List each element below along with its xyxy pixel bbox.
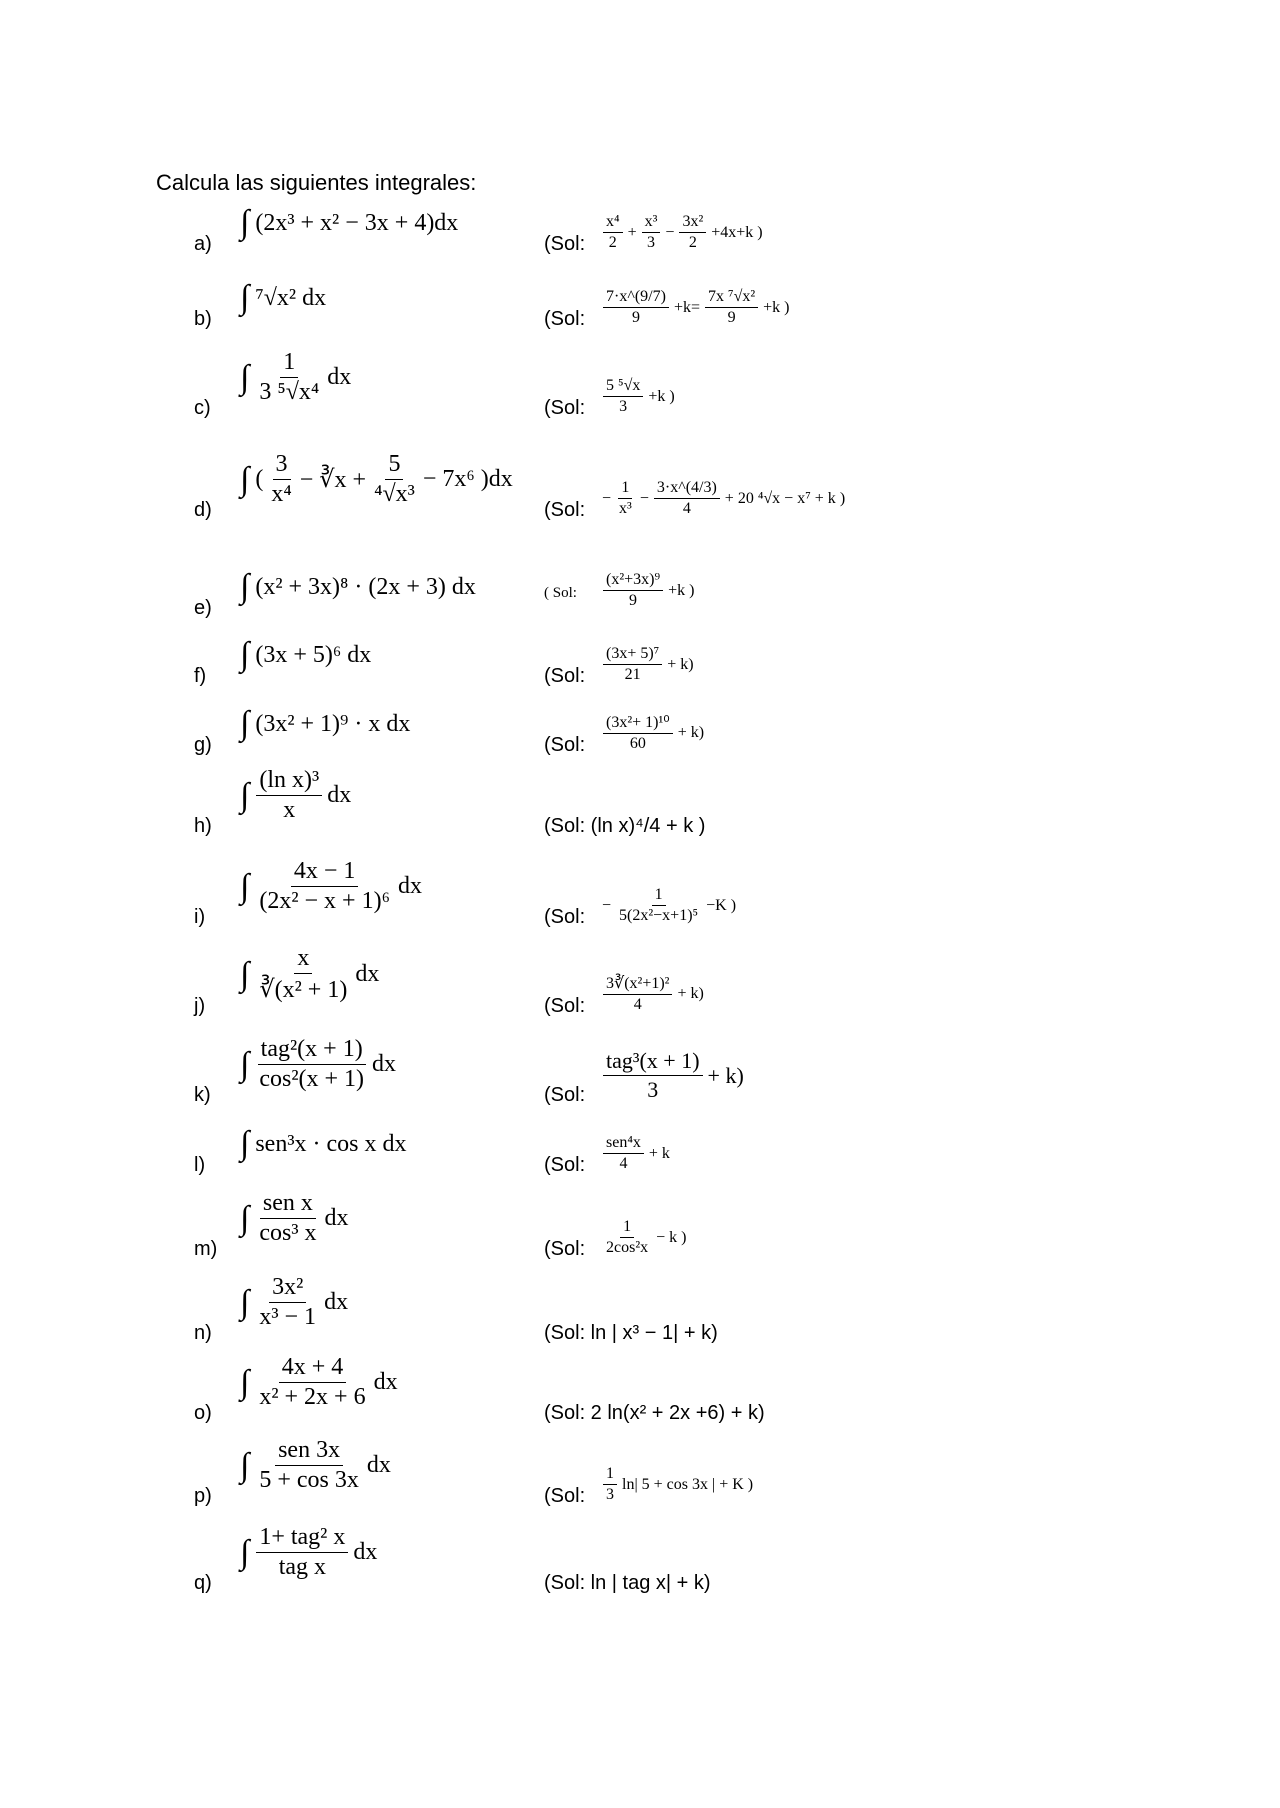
exercise-label: j) (194, 995, 206, 1017)
denominator: x² + 2x + 6 (259, 1384, 366, 1410)
fraction (256, 349, 322, 406)
exercise-label: l) (194, 1154, 206, 1176)
integral-expression (238, 1190, 351, 1247)
numerator: 1+ tag² x (256, 1524, 348, 1553)
page-title: Calcula las siguientes integrales: (156, 170, 477, 195)
numerator: (3x²+ 1)¹⁰ (603, 712, 673, 734)
math-text: − k (656, 1228, 678, 1246)
denominator: 21 (624, 666, 641, 683)
solution (600, 1134, 672, 1173)
fraction (268, 451, 294, 508)
math-text: + 20 ⁴√x − x⁷ + k (724, 489, 836, 507)
math-text: sen³x · cos x dx (255, 1130, 407, 1157)
solution (600, 712, 706, 753)
integral-expression (238, 858, 424, 915)
denominator: x⁴ (271, 481, 292, 507)
numerator: sen x (260, 1190, 316, 1219)
math-text: ) (839, 489, 846, 507)
denominator: cos³ x (259, 1220, 317, 1246)
numerator: sen⁴x (603, 1134, 644, 1154)
integral-sign: ∫ (240, 1446, 250, 1484)
denominator: (2x² − x + 1)⁶ (259, 888, 390, 914)
solution-prefix: (Sol: (544, 734, 586, 756)
denominator: x (283, 797, 296, 823)
solution-prefix: (Sol: (544, 308, 586, 330)
denominator: 5(2x²−x+1)⁵ (619, 907, 699, 924)
integral-sign: ∫ (240, 776, 250, 814)
numerator: tag³(x + 1) (603, 1048, 703, 1076)
math-text: ) (747, 1475, 754, 1493)
exercise-label: h) (194, 815, 212, 837)
math-text: ⁷√x² dx (255, 284, 327, 311)
denominator: x³ − 1 (259, 1304, 317, 1330)
fraction (256, 767, 322, 824)
math-text: ln| 5 + cos 3x | + K (622, 1475, 744, 1493)
solution: (Sol: 2 ln(x² + 2x +6) + k) (544, 1402, 765, 1424)
math-text: + k) (667, 655, 694, 673)
integral-sign: ∫ (240, 1125, 250, 1162)
denominator: 9 (727, 309, 736, 326)
fraction (603, 288, 669, 327)
integral-expression (238, 767, 353, 824)
math-text: +4x+k (711, 223, 754, 241)
integral-sign: ∫ (240, 460, 250, 498)
denominator: tag x (278, 1554, 327, 1580)
denominator: ⁴√x³ (374, 481, 415, 507)
solution-prefix: (Sol: (544, 397, 586, 419)
math-text: dx (327, 782, 352, 808)
exercise-label: a) (194, 233, 212, 255)
solution-prefix: (Sol: (544, 1154, 586, 1176)
integral-sign: ∫ (240, 955, 250, 993)
math-text: +k ) (668, 581, 695, 599)
numerator: x⁴ (603, 213, 623, 233)
fraction (603, 1465, 617, 1504)
numerator: 5 ⁵√x (603, 377, 643, 397)
integral-expression (238, 705, 412, 743)
numerator: 3 (273, 451, 291, 480)
denominator: 4 (619, 1155, 628, 1172)
math-text: − 7x⁶ )dx (422, 466, 513, 492)
solution-prefix: (Sol: (544, 1238, 586, 1260)
exercise-row (0, 928, 1280, 1018)
denominator: cos²(x + 1) (259, 1066, 365, 1092)
exercise-row (0, 241, 1280, 331)
exercise-label: q) (194, 1572, 212, 1594)
denominator: 3 (647, 234, 655, 251)
math-text: +k= (673, 298, 700, 316)
math-text: (x² + 3x)⁸ · (2x + 3) dx (255, 573, 476, 600)
solution (600, 288, 792, 327)
math-text: + (627, 223, 637, 241)
fraction (256, 858, 393, 915)
exercise-row (0, 1255, 1280, 1345)
integral-sign: ∫ (240, 204, 250, 241)
numerator: sen 3x (275, 1437, 343, 1466)
fraction (256, 1190, 319, 1247)
integral-expression (238, 451, 515, 508)
fraction (256, 1036, 367, 1093)
math-text: ( (255, 466, 264, 492)
solution-prefix: (Sol: (544, 233, 586, 255)
fraction (603, 377, 643, 416)
fraction (603, 1134, 644, 1173)
denominator: 9 (631, 309, 640, 326)
solution-prefix: ( Sol: (544, 585, 577, 601)
numerator: (ln x)³ (256, 767, 322, 796)
exercise-row (0, 839, 1280, 929)
integral-sign: ∫ (240, 279, 250, 316)
integral-sign: ∫ (240, 1199, 250, 1237)
exercise-label: b) (194, 308, 212, 330)
math-text: − (602, 896, 612, 914)
denominator: 2 (608, 234, 617, 251)
numerator: 4x + 4 (279, 1354, 347, 1383)
numerator: 1 (652, 886, 666, 906)
numerator: 3∛(x²+1)² (603, 973, 672, 995)
math-text: ) (757, 223, 763, 241)
numerator: x (294, 945, 312, 974)
exercise-label: f) (194, 665, 207, 687)
integral-expression (238, 1125, 409, 1163)
math-text: dx (324, 1205, 349, 1231)
math-text: −K (706, 896, 727, 914)
fraction (616, 886, 701, 925)
exercise-row (0, 667, 1280, 757)
solution-prefix: (Sol: (544, 665, 586, 687)
math-text: dx (372, 1051, 397, 1077)
exercise-label: k) (194, 1084, 211, 1106)
math-text: ) (784, 298, 790, 316)
numerator: 3·x^(4/3) (654, 479, 720, 499)
exercise-row (0, 748, 1280, 838)
integral-expression (238, 1524, 379, 1581)
integral-sign: ∫ (240, 358, 250, 396)
math-text: + k) (677, 723, 705, 741)
numerator: 7·x^(9/7) (603, 288, 669, 308)
solution (600, 1465, 755, 1504)
denominator: 3 (606, 1486, 614, 1503)
fraction (616, 479, 635, 518)
exercise-label: m) (194, 1238, 218, 1260)
math-text: (3x² + 1)⁹ · x dx (255, 710, 411, 737)
integral-expression (238, 945, 381, 1004)
solution (600, 973, 706, 1014)
exercise-row (0, 1418, 1280, 1508)
math-text: − ∛x + (299, 467, 367, 493)
denominator: 4 (633, 996, 642, 1013)
denominator: 60 (629, 735, 646, 752)
solution (600, 377, 677, 416)
integral-sign: ∫ (240, 1283, 250, 1321)
fraction (705, 288, 758, 327)
math-text: + k) (707, 1062, 744, 1088)
integral-sign: ∫ (240, 705, 250, 742)
exercise-row (0, 432, 1280, 522)
math-text: ) (730, 896, 737, 914)
solution: (Sol: ln | x³ − 1| + k) (544, 1322, 718, 1344)
math-text: ) (669, 387, 675, 405)
numerator: 1 (620, 1218, 634, 1238)
fraction (256, 1274, 319, 1331)
numerator: 3x² (679, 213, 706, 233)
integral-sign: ∫ (240, 1363, 250, 1401)
integral-sign: ∫ (240, 568, 250, 605)
solution-prefix: (Sol: (544, 499, 586, 521)
integral-expression (238, 1437, 393, 1494)
fraction (256, 1524, 348, 1581)
math-text: − (665, 223, 675, 241)
math-text: ) (681, 1228, 687, 1246)
math-text: dx (324, 1289, 349, 1315)
integral-expression (238, 1274, 350, 1331)
denominator: 3 (619, 398, 628, 415)
denominator: 4 (682, 500, 691, 517)
denominator: ∛(x² + 1) (259, 977, 348, 1003)
integral-sign: ∫ (240, 1045, 250, 1083)
math-text: dx (373, 1369, 398, 1395)
exercise-row (0, 1087, 1280, 1177)
solution-prefix: (Sol: (544, 995, 586, 1017)
fraction (256, 1354, 368, 1411)
solution-prefix: (Sol: (544, 906, 586, 928)
math-text: + k) (677, 984, 704, 1002)
math-text: − (639, 489, 649, 507)
denominator: 3 ⁵√x⁴ (259, 379, 320, 405)
exercise-row (0, 1171, 1280, 1261)
integral-expression (238, 279, 328, 317)
numerator: 7x ⁷√x² (705, 288, 758, 308)
numerator: 4x − 1 (291, 858, 359, 887)
integral-sign: ∫ (240, 1533, 250, 1571)
denominator: 2 (688, 234, 697, 251)
math-text: dx (355, 961, 380, 987)
denominator: 2cos²x (606, 1239, 649, 1256)
integral-sign: ∫ (240, 867, 250, 905)
math-text: dx (327, 364, 352, 390)
math-text: + k (648, 1144, 670, 1162)
fraction (603, 1218, 651, 1257)
solution (600, 1218, 688, 1257)
integral-expression (238, 204, 460, 242)
exercise-label: p) (194, 1485, 212, 1507)
exercise-label: i) (194, 906, 206, 928)
math-text: (2x³ + x² − 3x + 4)dx (255, 209, 459, 236)
exercise-label: n) (194, 1322, 212, 1344)
math-text: +k (648, 387, 666, 405)
math-text: +k (763, 298, 781, 316)
numerator: (3x+ 5)⁷ (603, 645, 662, 665)
solution-prefix: (Sol: (544, 1084, 586, 1106)
integral-sign: ∫ (240, 636, 250, 673)
numerator: tag²(x + 1) (258, 1036, 366, 1065)
numerator: (x²+3x)⁹ (603, 571, 663, 591)
fraction (603, 712, 673, 753)
fraction (371, 451, 418, 508)
math-text: dx (366, 1452, 391, 1478)
exercise-row (0, 330, 1280, 420)
math-text: dx (397, 873, 422, 899)
math-text: − (602, 489, 612, 507)
integral-expression (238, 349, 353, 406)
exercise-label: g) (194, 734, 212, 756)
denominator: 5 + cos 3x (259, 1467, 359, 1493)
exercise-row (0, 1335, 1280, 1425)
integral-expression (238, 1354, 400, 1411)
solution (600, 479, 847, 518)
fraction (654, 479, 720, 518)
fraction (256, 1437, 362, 1494)
integral-expression (238, 1036, 398, 1093)
denominator: 9 (629, 592, 638, 609)
exercise-label: c) (194, 397, 211, 419)
numerator: 1 (280, 349, 298, 378)
numerator: 1 (618, 479, 632, 499)
exercise-label: e) (194, 597, 212, 619)
numerator: 1 (603, 1465, 617, 1485)
denominator: 3 (647, 1077, 659, 1102)
numerator: x³ (642, 213, 661, 233)
exercise-label: o) (194, 1402, 212, 1424)
numerator: 3x² (269, 1274, 306, 1303)
solution: (Sol: (ln x)⁴/4 + k ) (544, 815, 706, 837)
solution (600, 886, 738, 925)
denominator: x³ (619, 500, 632, 517)
fraction (603, 973, 672, 1014)
exercise-label: d) (194, 499, 212, 521)
fraction (256, 945, 350, 1004)
math-text: dx (353, 1539, 378, 1565)
solution: (Sol: ln | tag x| + k) (544, 1572, 711, 1594)
numerator: 5 (385, 451, 403, 480)
solution-prefix: (Sol: (544, 1485, 586, 1507)
math-text: (3x + 5)⁶ dx (255, 641, 372, 668)
exercise-row (0, 1505, 1280, 1595)
